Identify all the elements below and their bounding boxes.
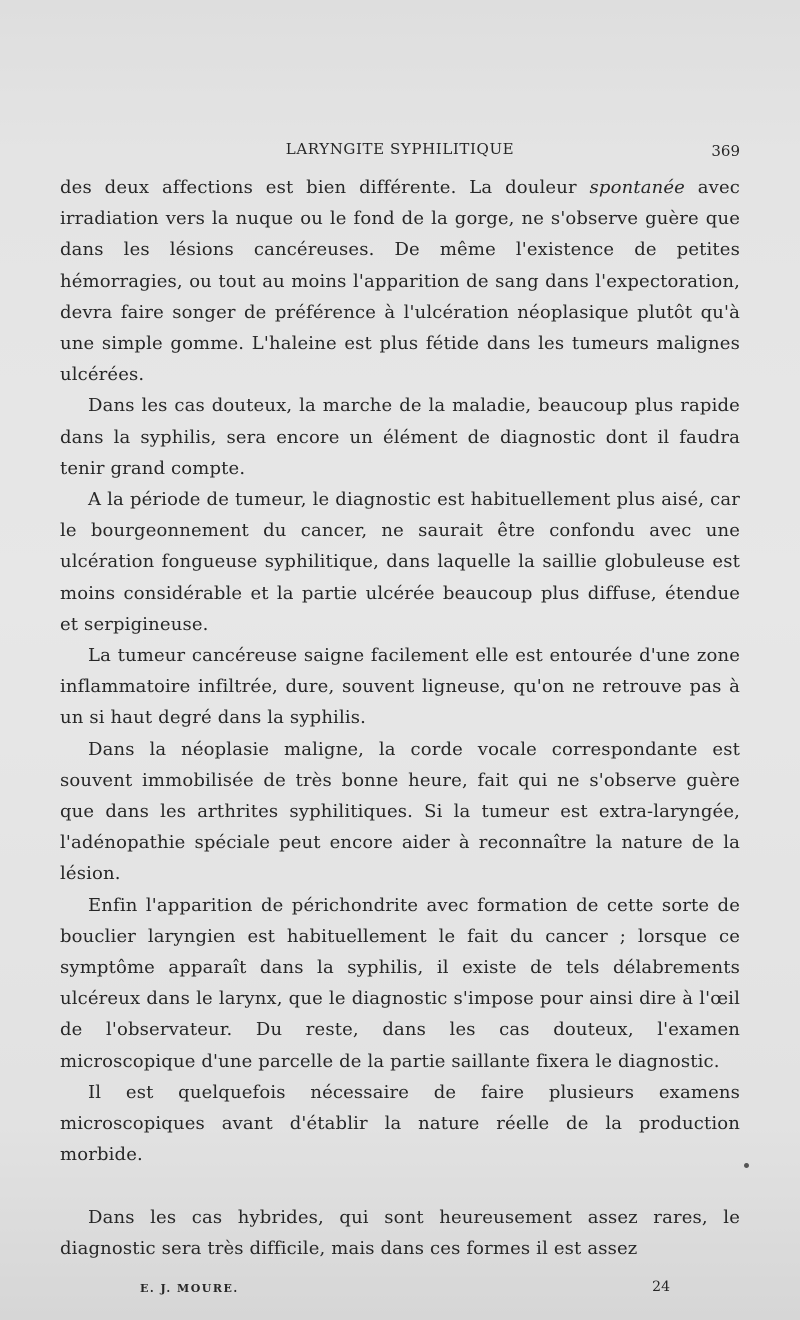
paragraph-1-end: avec irradiation vers la nuque ou le fond de la gorge, ne s'observe guère que dans les lésions cancéreuses. De même l'existence de petites hémorragies, ou tout au moins l'apparition de sang dans l'expectoration, devra faire songer de préférence à l'ulcération néoplasique plutôt qu'à une simple gomme. L'haleine est plus fétide dans les tumeurs malignes ulcérées.: [60, 177, 740, 386]
paragraph-7: Il est quelquefois nécessaire de faire plusieurs examens microscopiques avant d'établir la nature réelle de la production morbide.: [60, 1081, 740, 1166]
page-header: [60, 140, 740, 164]
printer-signature: E. J. MOURE.: [140, 1282, 239, 1295]
body-text: [60, 172, 740, 1264]
paragraph-1: [60, 172, 740, 390]
page-number: 369: [711, 142, 740, 160]
page-footer: [140, 1279, 680, 1302]
sheet-number: 24: [652, 1279, 670, 1295]
ink-dot: [744, 1163, 749, 1168]
running-title: LARYNGITE SYPHILITIQUE: [285, 140, 515, 158]
paragraph-2: Dans les cas douteux, la marche de la maladie, beaucoup plus rapide dans la syphilis, sera encore un élément de diagnostic dont il faudra tenir grand compte.: [60, 395, 740, 479]
paragraph-4: La tumeur cancéreuse saigne facilement elle est entourée d'une zone inflammatoire infiltrée, dure, souvent ligneuse, qu'on ne retrouve pas à un si haut degré dans la syphilis.: [60, 645, 740, 729]
paragraph-6: Enfin l'apparition de périchondrite avec formation de cette sorte de bouclier laryngien est habituellement le fait du cancer ; lorsque ce symptôme apparaît dans la syphilis, il existe de tels délabrements ulcéreux dans le larynx, que le diagnostic s'impose pour ainsi dire à l'œil de l'observateur. Du reste, dans les cas douteux, l'examen microscopique d'une parcelle de la partie saillante fixera le diagnostic.: [60, 894, 740, 1072]
paragraph-5: Dans la néoplasie maligne, la corde vocale correspondante est souvent immobilisée de très bonne heure, fait qui ne s'observe guère que dans les arthrites syphilitiques. Si la tumeur est extra-laryngée, l'adénopathie spéciale peut encore aider à reconnaître la nature de la lésion.: [60, 738, 740, 885]
emphasis-spontanee: spontanée: [589, 177, 685, 198]
paragraph-8: Dans les cas hybrides, qui sont heureusement assez rares, le diagnostic sera très difficile, mais dans ces formes il est assez: [60, 1206, 740, 1259]
paragraph-3: A la période de tumeur, le diagnostic est habituellement plus aisé, car le bourgeonnement du cancer, ne saurait être confondu avec une ulcération fongueuse syphilitique, dans laquelle la saillie globuleuse est moins considérable et la partie ulcérée beaucoup plus diffuse, étendue et serpigineuse.: [60, 489, 740, 635]
paragraph-1-start: des deux affections est bien différente. La douleur: [60, 177, 590, 198]
